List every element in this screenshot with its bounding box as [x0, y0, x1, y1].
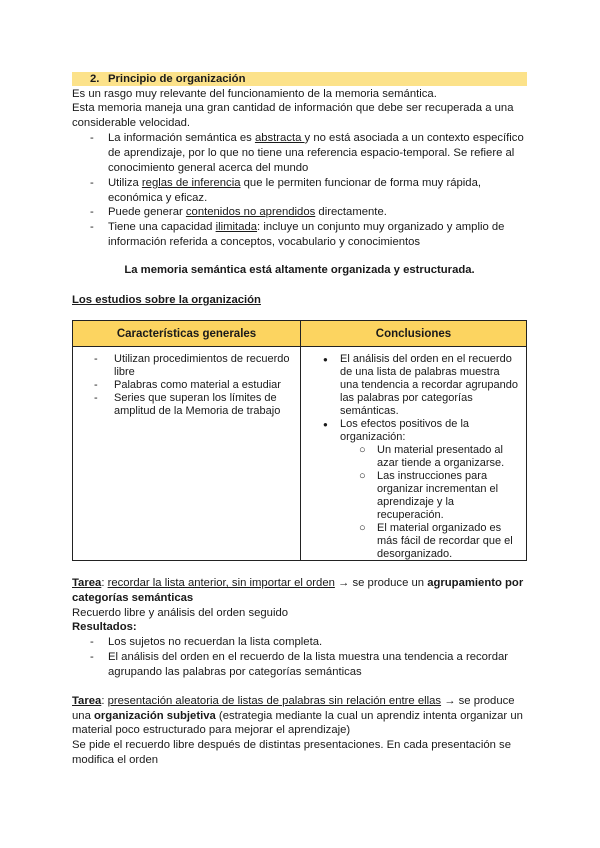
cell-line: las palabras por categorías	[340, 392, 473, 404]
cell-line: El análisis del orden en el recuerdo	[340, 353, 512, 365]
cell-line: Series que superan los límites de	[114, 392, 277, 404]
cell-line: libre	[114, 366, 135, 378]
bullet-line: Utiliza reglas de inferencia que le permiten funcionar de forma muy rápida,	[108, 177, 482, 189]
underlined-term: ilimitada	[215, 221, 258, 233]
intro-line: Esta memoria maneja una gran cantidad de información que debe ser recuperada a una	[72, 102, 514, 114]
task-description: recordar la lista anterior, sin importar el orden	[107, 577, 335, 589]
cell-line: amplitud de la Memoria de trabajo	[114, 405, 281, 417]
dash-marker: -	[90, 636, 94, 648]
bullet-marker: ●	[323, 355, 328, 364]
result-line: El análisis del orden en el recuerdo de la lista muestra una tendencia a recordar	[108, 651, 509, 663]
cell-line: desorganizado.	[377, 548, 453, 560]
organization-table	[72, 320, 527, 561]
result-line: agrupando las palabras por categorías semánticas	[108, 666, 362, 678]
dash-marker: -	[94, 392, 98, 404]
bullet-line: Tiene una capacidad ilimitada: incluye un conjunto muy organizado y amplio de	[108, 221, 505, 233]
task-label: Tarea	[72, 577, 102, 589]
cell-line: más fácil de recordar que el	[377, 535, 513, 547]
dash-marker: -	[90, 177, 94, 189]
studies-heading: Los estudios sobre la organización	[72, 294, 261, 306]
task-line: modifica el orden	[72, 754, 159, 766]
bullet-line: económica y eficaz.	[108, 192, 208, 204]
dash-marker: -	[90, 206, 94, 218]
section-title: Principio de organización	[108, 73, 246, 85]
task-line: Tarea: presentación aleatoria de listas de palabras sin relación entre ellas → se produce	[72, 695, 515, 707]
cell-line: una tendencia a recordar agrupando	[340, 379, 518, 391]
circle-marker: ○	[359, 470, 366, 482]
task-label: Tarea	[72, 695, 102, 707]
bullet-line: información referida a conceptos, vocabulario y conocimientos	[108, 236, 421, 248]
cell-line: semánticas.	[340, 405, 399, 417]
cell-line: Un material presentado al	[377, 444, 503, 456]
cell-line: aprendizaje y la	[377, 496, 455, 508]
cell-line: Los efectos positivos de la	[340, 418, 470, 430]
section-heading	[72, 72, 527, 86]
circle-marker: ○	[359, 444, 366, 456]
underlined-term: abstracta	[254, 132, 305, 144]
task-line: categorías semánticas	[72, 592, 194, 604]
table-cell-left	[73, 347, 301, 561]
cell-line: El material organizado es	[377, 522, 502, 534]
table-cell-right	[301, 347, 527, 561]
task-line: una organización subjetiva (estrategia mediante la cual un aprendiz intenta organizar un	[72, 710, 523, 722]
bullet-line: La información semántica es abstracta y no está asociada a un contexto específico	[108, 132, 524, 144]
circle-marker: ○	[359, 522, 366, 534]
dash-marker: -	[90, 651, 94, 663]
underlined-term: contenidos no aprendidos	[185, 206, 316, 218]
bullet-marker: ●	[323, 420, 328, 429]
dash-marker: -	[94, 353, 98, 365]
task-line: Recuerdo libre y análisis del orden seguido	[72, 607, 289, 619]
task-description: presentación aleatoria de listas de palabras sin relación entre ellas	[107, 695, 442, 707]
bullet-line: conocimiento general acerca del mundo	[108, 162, 309, 174]
results-heading: Resultados:	[72, 621, 137, 633]
bullet-line: Puede generar contenidos no aprendidos directamente.	[108, 206, 387, 218]
task-line: Tarea: recordar la lista anterior, sin importar el orden → se produce un agrupamiento por	[72, 577, 524, 589]
cell-line: Las instrucciones para	[377, 470, 488, 482]
dash-marker: -	[90, 132, 94, 144]
cell-line: Palabras como material a estudiar	[114, 379, 281, 391]
cell-line: recuperación.	[377, 509, 444, 521]
cell-line: organizar incrementan el	[377, 483, 499, 495]
cell-line: de una lista de palabras muestra	[340, 366, 500, 378]
table-header: Conclusiones	[301, 321, 527, 347]
dash-marker: -	[90, 221, 94, 233]
bold-statement: La memoria semántica está altamente organizada y estructurada.	[124, 264, 475, 276]
table-header: Características generales	[73, 321, 301, 347]
cell-line: organización:	[340, 431, 406, 443]
intro-line: Es un rasgo muy relevante del funcionamiento de la memoria semántica.	[72, 88, 437, 100]
task-line: Se pide el recuerdo libre después de distintas presentaciones. En cada presentación se	[72, 739, 511, 751]
task-line: material poco estructurado para mejorar el aprendizaje)	[72, 724, 351, 736]
intro-line: considerable velocidad.	[72, 117, 191, 129]
section-number: 2.	[90, 73, 100, 85]
bullet-line: de aprendizaje, por lo que no tiene una referencia espacio-temporal. Se refiere al	[108, 147, 515, 159]
cell-line: azar tiende a organizarse.	[377, 457, 505, 469]
underlined-term: reglas de inferencia	[141, 177, 241, 189]
dash-marker: -	[94, 379, 98, 391]
result-line: Los sujetos no recuerdan la lista completa.	[108, 636, 323, 648]
cell-line: Utilizan procedimientos de recuerdo	[114, 353, 290, 365]
